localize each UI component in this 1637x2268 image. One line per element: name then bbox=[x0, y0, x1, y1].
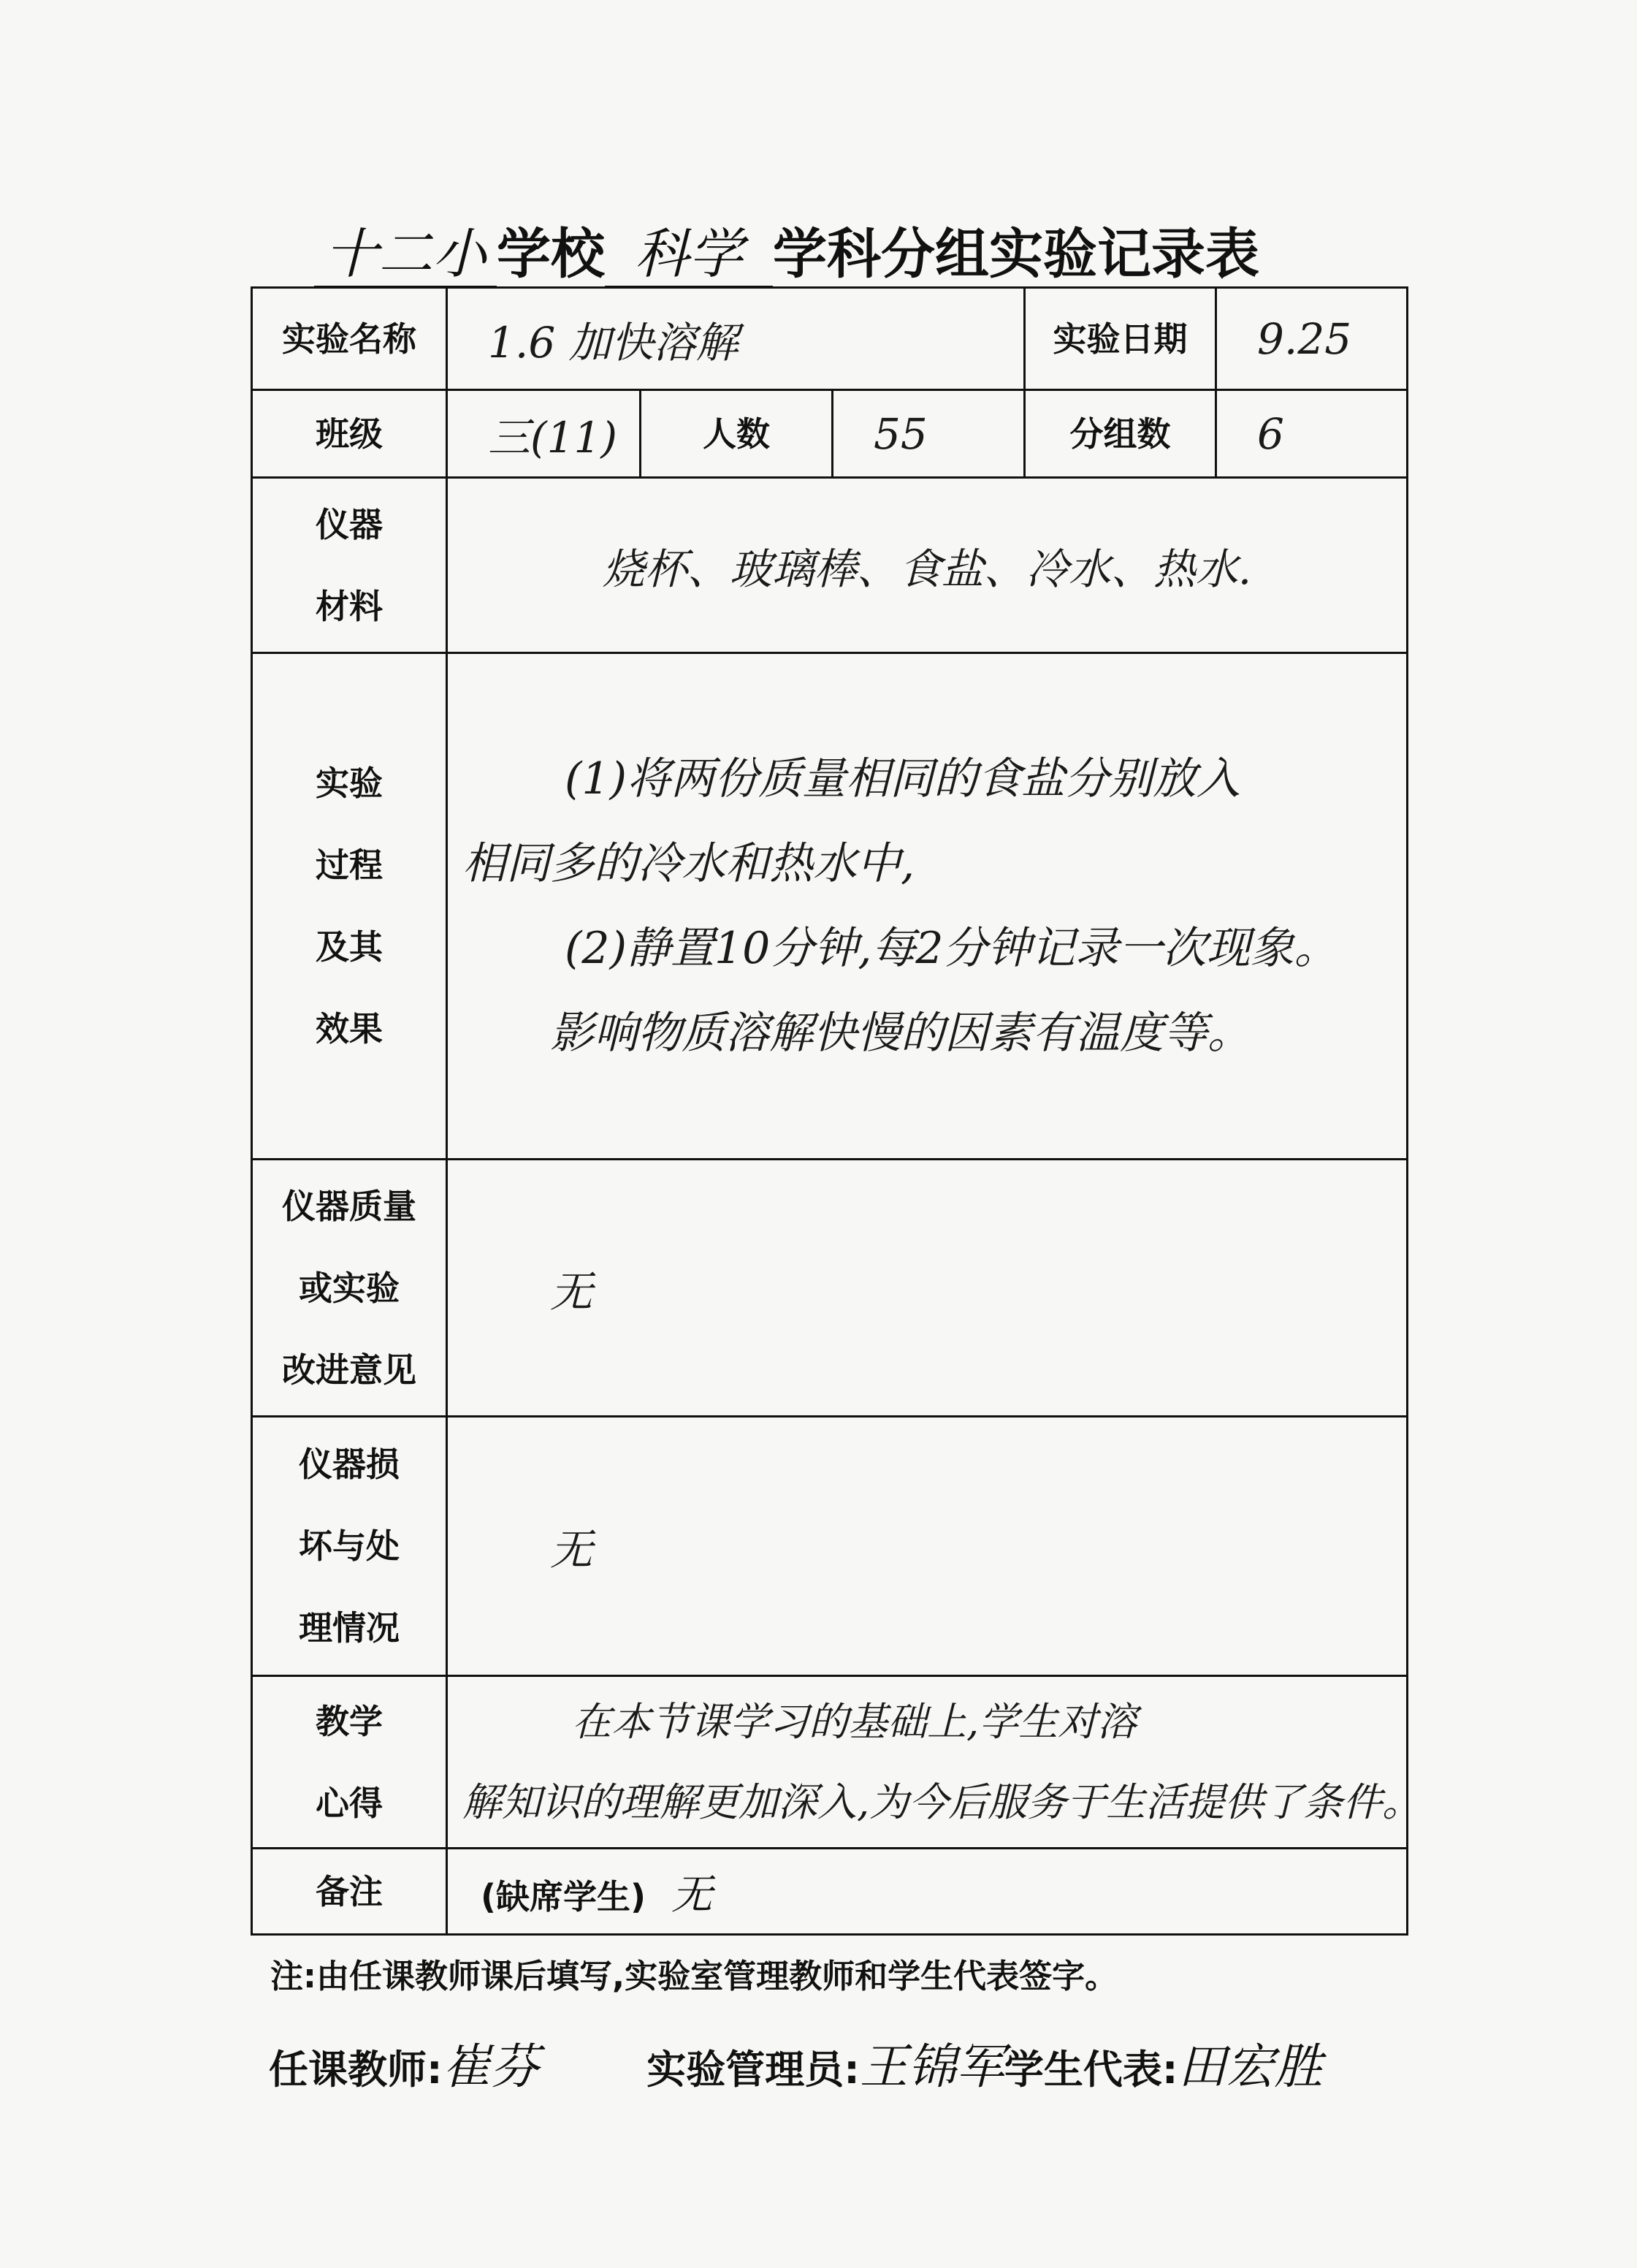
count-value: 55 bbox=[833, 390, 1025, 478]
experiment-name-label: 实验名称 bbox=[252, 288, 447, 390]
process-line-3: (2)静置10分钟,每2分钟记录一次现象。 bbox=[565, 923, 1338, 974]
form-note: 注:由任课教师课后填写,实验室管理教师和学生代表签字。 bbox=[270, 1957, 1118, 1995]
row-experiment-name bbox=[252, 288, 1408, 390]
subject-fill: 科学 bbox=[605, 223, 773, 288]
experiment-record-table bbox=[251, 286, 1422, 1936]
process-label-line-2: 过程 bbox=[316, 845, 383, 885]
school-suffix: 学校 bbox=[497, 223, 605, 286]
process-line-4: 影响物质溶解快慢的因素有温度等。 bbox=[550, 1008, 1251, 1059]
process-line-1: (1)将两份质量相同的食盐分别放入 bbox=[565, 753, 1240, 804]
damage-label-line-1: 仪器损 bbox=[299, 1445, 400, 1484]
teacher-signature: 崔芬 bbox=[442, 2039, 539, 2095]
remarks-value: 无 bbox=[671, 1871, 713, 1919]
materials-label-line-1: 仪器 bbox=[316, 504, 383, 544]
process-value bbox=[447, 653, 1408, 1160]
row-materials bbox=[252, 478, 1408, 653]
subject-suffix: 学科分组实验记录表 bbox=[773, 223, 1259, 286]
materials-label bbox=[252, 478, 447, 653]
lab-admin-signature: 王锦军 bbox=[859, 2039, 1004, 2095]
form-title bbox=[314, 218, 1410, 291]
experiment-date-value: 9.25 bbox=[1216, 288, 1408, 390]
quality-label-line-1: 仪器质量 bbox=[282, 1186, 416, 1226]
student-rep-signature: 田宏胜 bbox=[1178, 2039, 1323, 2095]
reflection-value bbox=[447, 1676, 1422, 1849]
student-rep-label: 学生代表: bbox=[1004, 2047, 1178, 2093]
row-remarks bbox=[252, 1849, 1408, 1935]
damage-label-line-3: 理情况 bbox=[299, 1608, 400, 1648]
experiment-date-label: 实验日期 bbox=[1025, 288, 1216, 390]
reflection-line-1: 在本节课学习的基础上,学生对溶 bbox=[572, 1698, 1137, 1745]
damage-label-line-2: 坏与处 bbox=[299, 1526, 400, 1566]
lab-admin-label: 实验管理员: bbox=[646, 2047, 860, 2093]
remarks-value-cell bbox=[447, 1849, 1408, 1935]
row-damage bbox=[252, 1417, 1408, 1676]
damage-value: 无 bbox=[447, 1417, 1408, 1676]
process-label-line-4: 效果 bbox=[316, 1009, 383, 1049]
reflection-label bbox=[252, 1676, 447, 1849]
row-class-info bbox=[252, 390, 1408, 478]
damage-label bbox=[252, 1417, 447, 1676]
row-process bbox=[252, 653, 1408, 1160]
row-quality bbox=[252, 1160, 1408, 1417]
experiment-name-value: 1.6 加快溶解 bbox=[447, 288, 1025, 390]
reflection-line-2: 解知识的理解更加深入,为今后服务于生活提供了条件。 bbox=[462, 1778, 1422, 1825]
row-reflection bbox=[252, 1676, 1408, 1849]
count-label: 人数 bbox=[641, 390, 833, 478]
materials-value: 烧杯、玻璃棒、食盐、冷水、热水. bbox=[447, 478, 1408, 653]
process-line-2: 相同多的冷水和热水中, bbox=[462, 838, 915, 889]
signature-line bbox=[269, 2028, 1438, 2097]
remarks-prefix: (缺席学生) bbox=[481, 1876, 646, 1917]
groups-label: 分组数 bbox=[1025, 390, 1216, 478]
process-label-line-1: 实验 bbox=[316, 764, 383, 803]
remarks-label: 备注 bbox=[252, 1849, 447, 1935]
groups-value: 6 bbox=[1216, 390, 1408, 478]
process-label-line-3: 及其 bbox=[316, 927, 383, 967]
class-value: 三(11) bbox=[447, 390, 641, 478]
materials-label-line-2: 材料 bbox=[316, 586, 383, 626]
quality-label-line-3: 改进意见 bbox=[282, 1350, 416, 1390]
quality-value: 无 bbox=[447, 1160, 1408, 1417]
class-label: 班级 bbox=[252, 390, 447, 478]
process-label bbox=[252, 653, 447, 1160]
reflection-label-line-2: 心得 bbox=[316, 1783, 383, 1823]
reflection-label-line-1: 教学 bbox=[316, 1701, 383, 1741]
quality-label bbox=[252, 1160, 447, 1417]
teacher-label: 任课教师: bbox=[269, 2047, 443, 2093]
school-name-fill: 十二小 bbox=[314, 223, 497, 288]
quality-label-line-2: 或实验 bbox=[299, 1268, 400, 1308]
